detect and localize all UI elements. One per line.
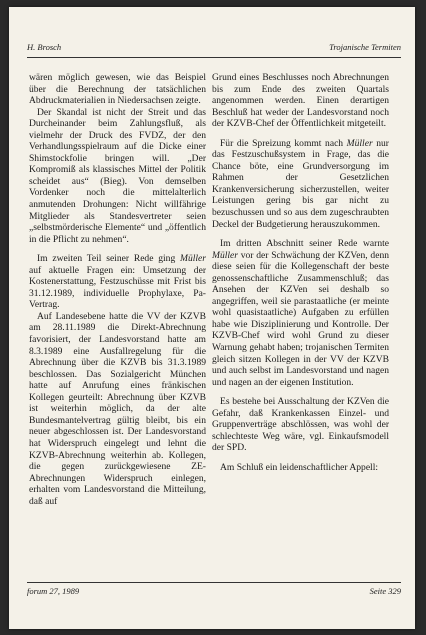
paragraph: Für die Spreizung kommt nach Müller nur das Festzuschußsystem in Frage, das die Chance böte, eine Grundversorgung im Rahmen der Gesetzlichen Krankenversicherung sicherzustellen, weiter Leistungen gering bis gar nicht zu bezuschussen und so aus dem zugeschraubten Deckel der Budgetierung herauszukommen.: [212, 137, 389, 230]
header-title: Trojanische Termiten: [329, 42, 401, 52]
paragraph: wären möglich gewesen, wie das Beispiel über die Berechnung der tatsächlichen Abdruckmaterialien in Niedersachsen zeigte.: [29, 72, 206, 107]
right-column: [212, 72, 389, 474]
paragraph: Grund eines Beschlusses noch Abrechnungen bis zum Ende des zweiten Quartals angenommen werden. Einen derartigen Beschluß hat weder der Landesvorstand noch der KZVB-Chef der Öffentlichkeit mitgeteilt.: [212, 72, 389, 130]
paragraph: Der Skandal ist nicht der Streit und das Durcheinander beim Zahlungsfluß, als vielmehr der Druck des FVDZ, der den Verhandlungsspielraum auf die Dicke einer Shimstockfolie bringen will. „Der Kompromiß als klassisches Mittel der Politik scheidet aus“ (Bieg). Von demselben Vordenker noch die mittelalterlich anmutenden Drohungen: Nicht willfährige Mitglieder als Standesvertreter seien „selbstmörderische Elemente“ und „öffentlich in die Pflicht zu nehmen“.: [29, 106, 206, 245]
paragraph: Auf Landesebene hatte die VV der KZVB am 28.11.1989 die Direkt-Abrechnung favorisiert, der Landesvorstand hatte am 8.3.1989 eine Ausfallregelung für die Abrechnung über die KZVB bis 31.3.1989 beschlossen. Das Sozialgericht München hatte auf Anrufung eines fränkischen Kollegen geurteilt: Abrechnung über KZVB ist weiterhin möglich, da der alte Bundesmantelvertrag gültig bleibt, bis ein neuer abgeschlossen ist. Der Landesvorstand hat Widerspruch eingelegt und lehnt die KZVB-Abrechnung weiterhin ab. Kollegen, die gegen zurückgewiesene ZE-Abrechnungen Widerspruch einlegen, erhalten vom Landesvorstand die Mitteilung, daß auf: [29, 310, 206, 507]
paragraph: Im dritten Abschnitt seiner Rede warnte Müller vor der Schwächung der KZVen, denn diese seien für die Kollegenschaft der beste genossenschaftliche Zusammenschluß; das Ansehen der KZVen sei deshalb so angegriffen, weil sie parastaatliche (er meinte wohl quasistaatliche) Aufgaben zu erfüllen habe wie Disziplinierung und Kontrolle. Der KZVB-Chef wird wohl Grund zu dieser Warnung gehabt haben; trojanischen Termiten gleich sitzen Kollegen in der VV der KZVB und auch selbst im Landesvorstand und nagen und nagen an der eigenen Institution.: [212, 238, 389, 388]
document-page: [9, 7, 415, 629]
header-rule: [27, 57, 401, 58]
page-number: Seite 329: [369, 586, 401, 596]
running-header: [27, 42, 401, 54]
page-footer: [27, 586, 401, 598]
paragraph: Am Schluß ein leidenschaftlicher Appell:: [220, 461, 379, 473]
header-author: H. Brosch: [27, 42, 62, 52]
paragraph: Im zweiten Teil seiner Rede ging Müller auf aktuelle Fragen ein: Umsetzung der Kostenerstattung, Festzuschüsse mit Frist bis 31.12.1989, individuelle Prophylaxe, Pa-Vertrag.: [29, 253, 206, 311]
paragraph: Es bestehe bei Ausschaltung der KZVen die Gefahr, daß Krankenkassen Einzel- und Gruppenverträge abschlössen, was wohl der schlechteste Weg wäre, vgl. Einkaufsmodell der SPD.: [212, 396, 389, 454]
footer-rule: [27, 582, 401, 583]
footer-journal: forum 27, 1989: [27, 586, 80, 596]
left-column: [29, 72, 206, 507]
